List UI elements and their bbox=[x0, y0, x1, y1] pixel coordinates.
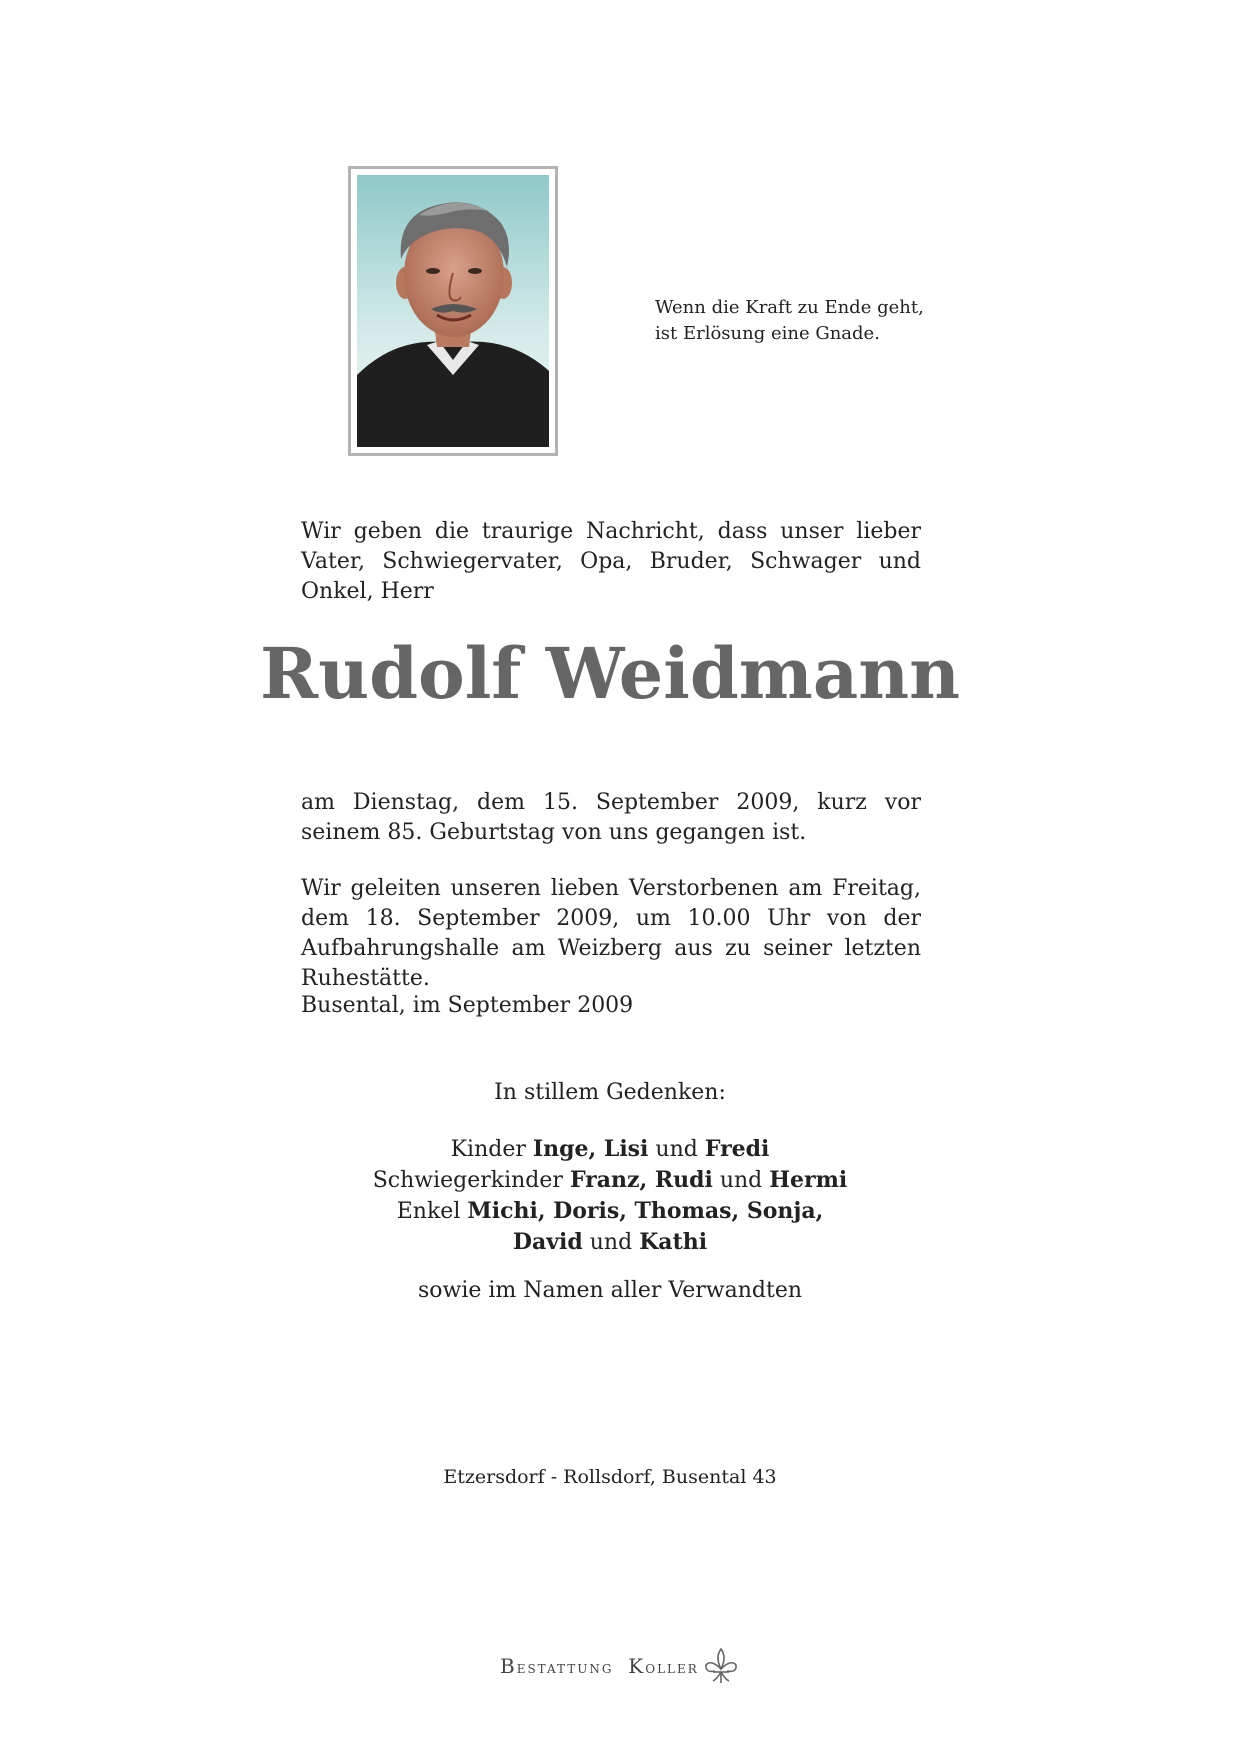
logo-initial-1: B bbox=[500, 1654, 517, 1678]
enkel-names: Michi, Doris, Thomas, Sonja, bbox=[467, 1198, 824, 1224]
family-line-enkel-2 bbox=[0, 1227, 1220, 1258]
logo-word-2: oller bbox=[645, 1658, 699, 1678]
enkel-names-last: Kathi bbox=[639, 1229, 708, 1255]
place-date: Busental, im September 2009 bbox=[301, 993, 634, 1018]
deceased-name: Rudolf Weidmann bbox=[260, 632, 960, 715]
enkel-und: und bbox=[589, 1230, 633, 1255]
death-notice-text: am Dienstag, dem 15. September 2009, kurz vor seinem 85. Geburtstag von uns gegangen ist. bbox=[301, 790, 921, 845]
schwieger-und: und bbox=[719, 1168, 763, 1193]
verwandte-text: sowie im Namen aller Verwandten bbox=[417, 1278, 803, 1303]
logo-initial-2: K bbox=[628, 1654, 646, 1678]
kinder-names-last: Fredi bbox=[704, 1136, 770, 1162]
portrait-frame bbox=[348, 166, 558, 456]
logo-text bbox=[500, 1654, 699, 1678]
motto bbox=[655, 295, 995, 347]
enkel-label: Enkel bbox=[396, 1199, 461, 1224]
funeral-text: Wir geleiten unseren lieben Verstorbenen am Freitag, dem 18. September 2009, um 10.00 Uhr von der Aufbahrungshalle am Weizberg aus zu seiner letzten Ruhestätte. bbox=[301, 876, 921, 991]
schwieger-names: Franz, Rudi bbox=[569, 1167, 713, 1193]
family-list bbox=[0, 1134, 1220, 1258]
motto-line-2: ist Erlösung eine Gnade. bbox=[655, 323, 880, 344]
kinder-label: Kinder bbox=[450, 1137, 526, 1162]
portrait-image bbox=[357, 175, 549, 447]
fleur-de-lis-icon bbox=[703, 1647, 739, 1685]
family-line-enkel bbox=[0, 1196, 1220, 1227]
address: Etzersdorf - Rollsdorf, Busental 43 bbox=[443, 1466, 777, 1488]
family-line-kinder bbox=[0, 1134, 1220, 1165]
enkel-names-b: David bbox=[512, 1229, 583, 1255]
gedenken-heading: In stillem Gedenken: bbox=[494, 1080, 726, 1105]
motto-line-1: Wenn die Kraft zu Ende geht, bbox=[655, 297, 924, 318]
logo-word-1: estattung bbox=[516, 1658, 614, 1678]
schwieger-label: Schwiegerkinder bbox=[372, 1168, 563, 1193]
intro-text: Wir geben die traurige Nachricht, dass unser lieber Vater, Schwiegervater, Opa, Bruder, Schwager und Onkel, Herr bbox=[301, 519, 921, 604]
kinder-names: Inge, Lisi bbox=[532, 1136, 649, 1162]
schwieger-names-last: Hermi bbox=[769, 1167, 848, 1193]
portrait-photo bbox=[357, 175, 549, 447]
kinder-und: und bbox=[655, 1137, 698, 1162]
family-line-schwiegerkinder bbox=[0, 1165, 1220, 1196]
funeral-home-logo bbox=[500, 1646, 740, 1686]
